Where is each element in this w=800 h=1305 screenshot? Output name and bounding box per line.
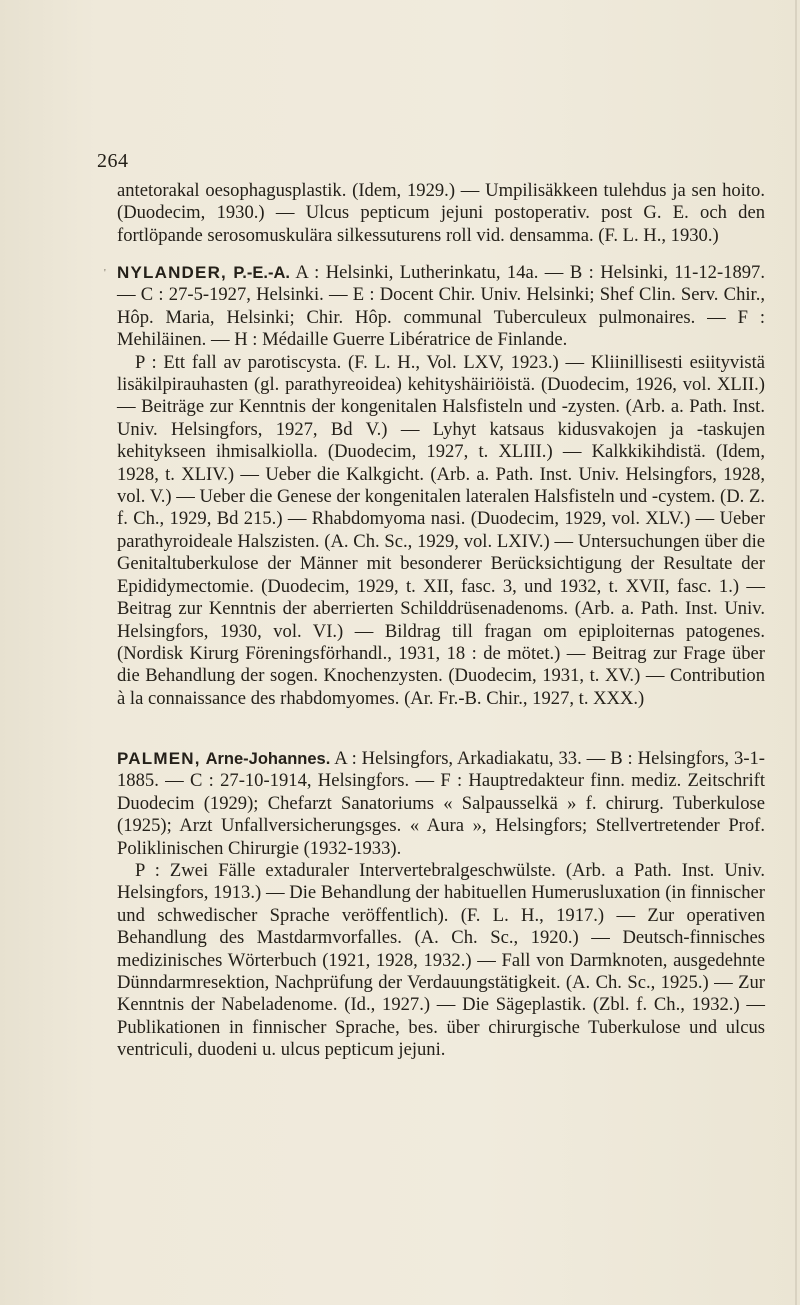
entry-surname: PALMEN, xyxy=(117,749,201,768)
page-edge xyxy=(795,0,797,1305)
continuation-text: antetorakal oesophagusplastik. (Idem, 1929.) — Umpilisäkkeen tulehdus ja sen hoito. (Duodecim, 1930.) — Ulcus pepticum jejuni postoperativ. post G. E. och den fortlöpande serosomuskulära silkessuturens roll vid. densamma. (F. L. H., 1930.) xyxy=(117,180,765,246)
entry-publications: P : Zwei Fälle extaduraler Intervertebralgeschwülste. (Arb. a Path. Inst. Univ. Helsingfors, 1913.) — Die Behandlung der habituellen Humerusluxation (in finnischer und schwedischer Sprache veröffentlich). (F. L. H., 1917.) — Zur operativen Behandlung des Mastdarmvorfalles. (A. Ch. Sc., 1920.) — Deutsch-finnisches medizinisches Wörterbuch (1921, 1928, 1932.) — Fall von Darmknoten, ausgedehnte Dünndarmresektion, Nachprüfung der Verdauungstätigkeit. (A. Ch. Sc., 1925.) — Zur Kenntnis der Nabeladenome. (Id., 1927.) — Die Sägeplastik. (Zbl. f. Ch., 1932.) — Publikationen in finnischer Sprache, bes. über chirurgische Tuberkulose und ulcus ventriculi, duodeni u. ulcus pepticum jejuni. xyxy=(117,860,765,1061)
page-number: 264 xyxy=(97,150,129,172)
entry-nylander xyxy=(117,262,765,710)
entry-given-name: Arne-Johannes. xyxy=(205,750,331,768)
entry-bio: A : Helsinki, Lutherinkatu, 14a. — B : Helsinki, 11-12-1897. — C : 27-5-1927, Helsinki. — E : Docent Chir. Univ. Helsinki; Shef Clin. Serv. Chir., Hôp. Maria, Helsinki; Chir. Hôp. communal Tuberculeux pulmonaires. — F : Mehiläinen. — H : Médaille Guerre Libératrice de Finlande. xyxy=(117,262,765,351)
entry-given-name: P.-E.-A. xyxy=(233,264,290,282)
entry-publications: P : Ett fall av parotiscysta. (F. L. H., Vol. LXV, 1923.) — Kliinillisesti esiityvistä lisäkilpirauhasten (gl. parathyreoidea) kehityshäiriöistä. (Duodecim, 1926, vol. XLII.) — Beiträge zur Kenntnis der kongenitalen Halsfisteln und -zysten. (Arb. a. Path. Inst. Univ. Helsingfors, 1927, Bd V.) — Lyhyt katsaus kidusvakojen ja -taskujen kehitykseen ihmisalkiolla. (Duodecim, 1927, t. XLIII.) — Kalkkikihdistä. (Idem, 1928, t. XLIV.) — Ueber die Kalkgicht. (Arb. a. Path. Inst. Univ. Helsingfors, 1928, vol. V.) — Ueber die Genese der kongenitalen lateralen Halsfisteln und -cystem. (D. Z. f. Ch., 1929, Bd 215.) — Rhabdomyoma nasi. (Duodecim, 1929, vol. XLV.) — Ueber parathyroideale Halszisten. (A. Ch. Sc., 1929, vol. LXIV.) — Untersuchungen über die Genitaltuberkulose der Männer mit besonderer Berücksichtigung der Resultate der Epididymectomie. (Duodecim, 1929, t. XII, fasc. 3, und 1932, t. XVII, fasc. 1.) — Beitrag zur Kenntnis der aberrierten Schilddrüsenadenoms. (Arb. a. Path. Inst. Univ. Helsingfors, 1930, vol. VI.) — Bildrag till fragan om epiploiternas patogenes. (Nordisk Kirurg Föreningsförhandl., 1931, 18 : de mötet.) — Beitrag zur Frage über die Behandlung der sogen. Knochenzysten. (Duodecim, 1931, t. XV.) — Contribution à la connaissance des rhabdomyomes. (Ar. Fr.-B. Chir., 1927, t. XXX.) xyxy=(117,351,765,709)
continuation-paragraph xyxy=(117,180,765,247)
entry-bio-paragraph xyxy=(117,262,765,352)
margin-mark: ' xyxy=(104,268,106,279)
entry-bio: A : Helsingfors, Arkadiakatu, 33. — B : Helsingfors, 3-1-1885. — C : 27-10-1914, Helsingfors. — F : Hauptredakteur finn. mediz. Zeitschrift Duodecim (1929); Chefarzt Sanatoriums « Salpausselkä » f. chirurg. Tuberkulose (1925); Arzt Unfallversicherungsges. « Aura », Helsingfors; Stellvertretender Prof. Poliklinischen Chirurgie (1932-1933). xyxy=(117,748,765,859)
entry-bio-paragraph xyxy=(117,748,765,860)
entry-palmen xyxy=(117,748,765,1062)
entry-surname: NYLANDER, xyxy=(117,263,227,282)
